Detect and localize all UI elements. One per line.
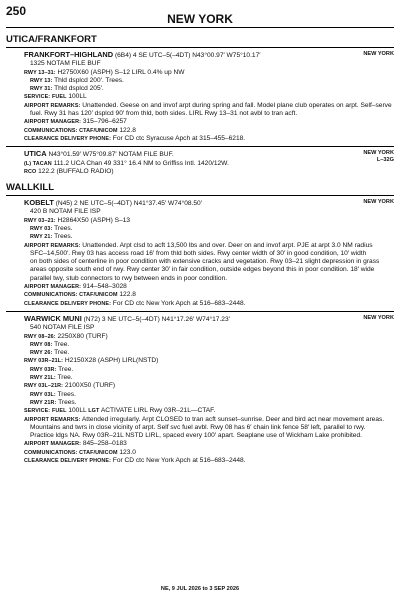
remarks-text: SFC–14,500′. Rwy 03 has access road 16′ from thld both sides. Rwy center width of 30′ in good condition, 10′ width: [30, 249, 367, 257]
comms-label: COMMUNICATIONS: CTAF/UNICOM: [24, 449, 118, 456]
remarks-text: Unattended. Arpt clsd to acft 13,500 lbs and over. Deer on and invof arpt. PJE at arpt 3.0 NM radius: [80, 241, 373, 249]
manager-phone: 914–548–3028: [81, 283, 127, 291]
comms-freq: 123.0: [117, 448, 136, 456]
service-label: SERVICE:: [24, 94, 51, 101]
navaid-name: UTICA: [24, 149, 47, 159]
runway-label: RWY 03R–21L:: [24, 358, 64, 365]
clearance-label: CLEARANCE DELIVERY PHONE:: [24, 458, 111, 464]
runway-end-text: Tree.: [55, 374, 73, 382]
remarks-text: Mountains and twrs in close vicinity of arpt. Self svc fuel avbl. Rwy 08 has 6′ chain link fence 58′ left, parallel to rwy.: [30, 423, 366, 431]
entry-state: [363, 150, 394, 163]
airport-name: KOBELT: [24, 198, 54, 208]
remarks-text: Practice ldgs NA. Rwy 03R–21L NSTD LIRL, spaced every 100′ apart. Seaplane use of Wickham Lake prohibited.: [30, 432, 362, 440]
navaid-info: N43°01.59′ W75°09.87′ NOTAM FILE BUF.: [48, 151, 174, 159]
remarks-text: Unattended. Geese on and invof arpt during spring and fall. Model plane club operates on arpt. Self–serve: [80, 101, 392, 109]
airport-info: (6B4) 4 SE UTC–5(–4DT) N43°00.97′ W75°10.17′: [114, 51, 261, 59]
runway-end-text: Tree.: [56, 365, 74, 373]
airport-entry-kobelt: [6, 196, 394, 311]
clearance-label: CLEARANCE DELIVERY PHONE:: [24, 300, 111, 307]
clearance-text: For CD ctc New York Apch at 516–683–2448.: [110, 299, 246, 307]
city-heading-utica-frankfort: UTICA/FRANKFORT: [6, 34, 394, 48]
rco-label: RCO: [24, 168, 37, 175]
elevation-notam: 420 B NOTAM FILE ISP: [30, 208, 101, 216]
runway-end-text: Trees.: [55, 390, 76, 398]
page: [6, 4, 394, 468]
entry-state: NEW YORK: [363, 199, 394, 206]
entry-state: NEW YORK: [363, 314, 394, 321]
runway-end-label: RWY 03:: [30, 225, 53, 232]
runway-end-label: RWY 31:: [30, 86, 53, 93]
runway-end-label: RWY 08:: [30, 341, 53, 348]
remarks-text: fuel. Rwy 31 has 120′ dsplcd 90′ from thld, both sides. LIRL Rwy 13–31 not avbl to tran acft.: [30, 110, 298, 118]
runway-label: RWY 03–21:: [24, 217, 56, 224]
runway-end-label: RWY 21:: [30, 234, 53, 241]
city-heading-wallkill: WALLKILL: [6, 182, 394, 196]
runway-text: H2750X60 (ASPH) S–12 LIRL 0.4% up NW: [55, 68, 185, 76]
comms-freq: 122.8: [117, 291, 136, 299]
remarks-text: areas opposite south end of rwy. Rwy center 30′ in fair condition, outside edges beyond this in poor condition. 18′ wide: [30, 266, 375, 274]
page-number: 250: [6, 4, 27, 18]
remarks-label: AIRPORT REMARKS:: [24, 416, 81, 423]
fuel-label: FUEL: [52, 408, 67, 415]
runway-end-label: RWY 21R:: [30, 399, 57, 406]
rco-text: 122.2 (BUFFALO RADIO): [36, 167, 114, 175]
remarks-label: AIRPORT REMARKS:: [24, 242, 81, 249]
comms-label: COMMUNICATIONS: CTAF/UNICOM: [24, 292, 118, 299]
effective-dates-footer: NE, 9 JUL 2026 to 3 SEP 2026: [160, 586, 240, 592]
remarks-text: on both sides of centerline in poor condition with extensive cracks and vegetation. Rwy 03–21 slight depression in grass: [30, 258, 380, 266]
lighting-label: LGT: [88, 408, 100, 415]
remarks-text: Attended irregularly. Arpt CLOSED to tran acft sunset–sunrise. Deer and bird act near movement areas.: [80, 415, 385, 423]
fuel-text: 100LL: [66, 93, 87, 101]
comms-label: COMMUNICATIONS: CTAF/UNICOM: [24, 127, 118, 134]
runway-text: H2864X50 (ASPH) S–13: [55, 216, 131, 224]
entry-state: NEW YORK: [363, 50, 394, 57]
airport-info: (N45) 2 NE UTC–5(–4DT) N41°37.45′ W74°08.50′: [55, 200, 202, 208]
service-label: SERVICE:: [24, 408, 51, 415]
airport-info: (N72) 3 NE UTC–5(–4DT) N41°17.26′ W74°17.23′: [83, 315, 230, 323]
runway-end-text: Tree.: [52, 340, 70, 348]
manager-label: AIRPORT MANAGER:: [24, 119, 82, 126]
runway-end-text: Trees.: [56, 398, 77, 406]
page-header: [6, 4, 394, 28]
clearance-text: For CD ctc New York Apch at 516–683–2448.: [110, 457, 246, 464]
runway-end-label: RWY 03L:: [30, 391, 56, 398]
runway-end-label: RWY 13:: [30, 77, 53, 84]
navaid-entry-utica: [6, 146, 394, 179]
clearance-text: For CD ctc Syracuse Apch at 315–455–6218.: [110, 134, 246, 142]
runway-label: RWY 13–31:: [24, 69, 56, 76]
runway-end-text: Thld dsplcd 205′.: [52, 85, 104, 93]
runway-text: 2250X80 (TURF): [55, 332, 108, 340]
runway-end-text: Tree.: [52, 349, 70, 357]
remarks-text: parallel twy, stub connectors to rwy between ends in poor condition.: [30, 274, 228, 282]
manager-phone: 315–796–6257: [81, 118, 127, 126]
runway-end-text: Thld dsplcd 200′. Trees.: [52, 76, 124, 84]
fuel-label: FUEL: [52, 94, 67, 101]
runway-label: RWY 03L–21R:: [24, 383, 64, 390]
airport-entry-warwick-muni: [6, 311, 394, 468]
tacan-label: (L) TACAN: [24, 160, 52, 167]
state-label: NEW YORK: [363, 150, 394, 157]
manager-label: AIRPORT MANAGER:: [24, 284, 82, 291]
elevation-notam: 1325 NOTAM FILE BUF: [30, 60, 101, 68]
runway-end-text: Trees.: [52, 224, 73, 232]
elevation-notam: 540 NOTAM FILE ISP: [30, 324, 95, 332]
airport-entry-frankfort-highland: [6, 48, 394, 146]
manager-label: AIRPORT MANAGER:: [24, 441, 82, 448]
clearance-label: CLEARANCE DELIVERY PHONE:: [24, 135, 111, 142]
runway-end-text: Trees.: [52, 233, 73, 241]
airport-name: WARWICK MUNI: [24, 313, 82, 323]
runway-text: 2100X50 (TURF): [63, 382, 116, 390]
runway-end-label: RWY 26:: [30, 350, 53, 357]
runway-end-label: RWY 03R:: [30, 366, 57, 373]
manager-phone: 845–258–0183: [81, 440, 127, 448]
remarks-label: AIRPORT REMARKS:: [24, 102, 81, 109]
state-title: NEW YORK: [167, 12, 233, 26]
comms-freq: 122.8: [117, 126, 136, 134]
tacan-text: 111.2 UCA Chan 49 331° 16.4 NM to Griffiss Intl. 1420/12W.: [51, 159, 229, 167]
runway-label: RWY 08–26:: [24, 333, 56, 340]
airport-name: FRANKFORT–HIGHLAND: [24, 49, 114, 59]
runway-end-label: RWY 21L:: [30, 375, 56, 382]
chart-label: L–32G: [376, 156, 394, 163]
runway-text: H2150X28 (ASPH) LIRL(NSTD): [63, 357, 159, 365]
fuel-text: 100LL: [66, 407, 87, 415]
lighting-text: ACTIVATE LIRL Rwy 03R–21L—CTAF.: [99, 407, 216, 415]
